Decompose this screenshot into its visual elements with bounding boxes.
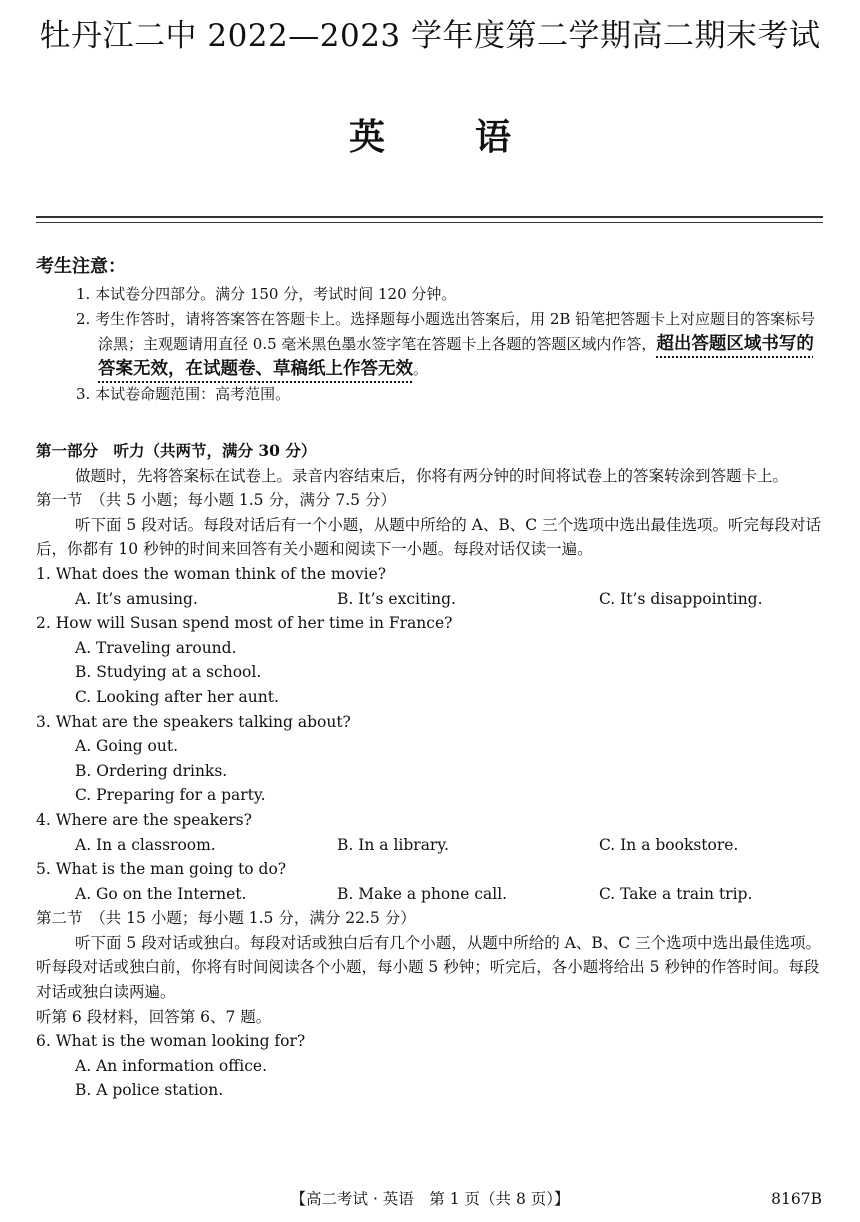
question-1-option-c: C. It’s disappointing.	[599, 589, 763, 608]
question-2-option-a: A. Traveling around.	[75, 638, 237, 657]
notice-item-3: 3. 本试卷命题范围：高考范围。	[76, 385, 291, 403]
question-2-option-c: C. Looking after her aunt.	[75, 687, 279, 706]
question-6-stem: 6. What is the woman looking for?	[36, 1032, 306, 1051]
question-2-stem: 2. How will Susan spend most of her time in France?	[36, 614, 453, 633]
question-5-options	[36, 882, 823, 907]
footer-page-label: 【高二考试 · 英语 第 1 页（共 8 页）】	[290, 1190, 570, 1208]
notice-item-1: 1. 本试卷分四部分。满分 150 分，考试时间 120 分钟。	[76, 285, 457, 303]
notice-list	[36, 282, 823, 407]
notice-item-2-end: 。	[413, 360, 429, 378]
part-1-intro: 做题时，先将答案标在试卷上。录音内容结束后，你将有两分钟的时间将试卷上的答案转涂到答题卡上。	[75, 466, 789, 485]
section-2-heading: 第二节 （共 15 小题；每小题 1.5 分，满分 22.5 分）	[36, 909, 416, 928]
part-1-listening	[36, 439, 823, 1103]
question-5-option-a: A. Go on the Internet.	[75, 884, 247, 903]
page-footer	[0, 1186, 860, 1212]
question-1-options	[36, 587, 823, 612]
header-divider-thick	[36, 216, 823, 218]
notice-item-2-text: 2. 考生作答时，请将答案答在答题卡上。选择题每小题选出答案后，用 2B 铅笔把答题卡上对应题目的答案标号涂黑；主观题请用直径 0.5 毫米黑色墨水签字笔在答题卡上各题的答题区域内作答，	[76, 310, 816, 353]
question-1-stem: 1. What does the woman think of the movie?	[36, 564, 387, 583]
page-content	[36, 252, 823, 1103]
material-6-instruction: 听第 6 段材料，回答第 6、7 题。	[36, 1007, 272, 1026]
subject-title: 英语	[348, 117, 601, 158]
question-1-option-b: B. It’s exciting.	[337, 589, 456, 608]
notice-item-2	[36, 307, 823, 382]
notice-item-2-emphasis: 超出答题区域书写的答案无效，在试题卷、草稿纸上作答无效	[98, 334, 814, 379]
question-4-stem: 4. Where are the speakers?	[36, 810, 252, 829]
question-3-stem: 3. What are the speakers talking about?	[36, 712, 351, 731]
question-5-option-b: B. Make a phone call.	[337, 884, 508, 903]
question-3-option-c: C. Preparing for a party.	[75, 786, 266, 805]
question-3-option-b: B. Ordering drinks.	[75, 761, 228, 780]
question-4-option-a: A. In a classroom.	[75, 835, 216, 854]
question-2-option-b: B. Studying at a school.	[75, 663, 262, 682]
exam-title: 牡丹江二中 2022—2023 学年度第二学期高二期末考试	[39, 18, 821, 54]
header-divider-thin	[36, 222, 823, 223]
question-4-option-b: B. In a library.	[337, 835, 449, 854]
section-1-intro: 听下面 5 段对话。每段对话后有一个小题，从题中所给的 A、B、C 三个选项中选出最佳选项。听完每段对话后，你都有 10 秒钟的时间来回答有关小题和阅读下一小题。每段对话仅读一遍。	[36, 515, 822, 559]
question-6-option-a: A. An information office.	[75, 1056, 268, 1075]
question-6-option-b: B. A police station.	[75, 1081, 224, 1100]
question-3-option-a: A. Going out.	[75, 737, 179, 756]
section-2-intro: 听下面 5 段对话或独白。每段对话或独白后有几个小题，从题中所给的 A、B、C 三个选项中选出最佳选项。听每段对话或独白前，你将有时间阅读各个小题，每小题 5 秒钟；听完后，各小题将给出 5 秒钟的作答时间。每段对话或独白读两遍。	[36, 933, 822, 1002]
question-4-options	[36, 833, 823, 858]
part-1-heading: 第一部分 听力（共两节，满分 30 分）	[36, 441, 317, 460]
question-5-stem: 5. What is the man going to do?	[36, 860, 287, 879]
question-4-option-c: C. In a bookstore.	[599, 835, 739, 854]
question-5-option-c: C. Take a train trip.	[599, 884, 753, 903]
question-1-option-a: A. It’s amusing.	[75, 589, 198, 608]
section-1-heading: 第一节 （共 5 小题；每小题 1.5 分，满分 7.5 分）	[36, 491, 396, 510]
footer-paper-code: 8167B	[771, 1190, 822, 1208]
notice-heading: 考生注意：	[36, 256, 126, 277]
